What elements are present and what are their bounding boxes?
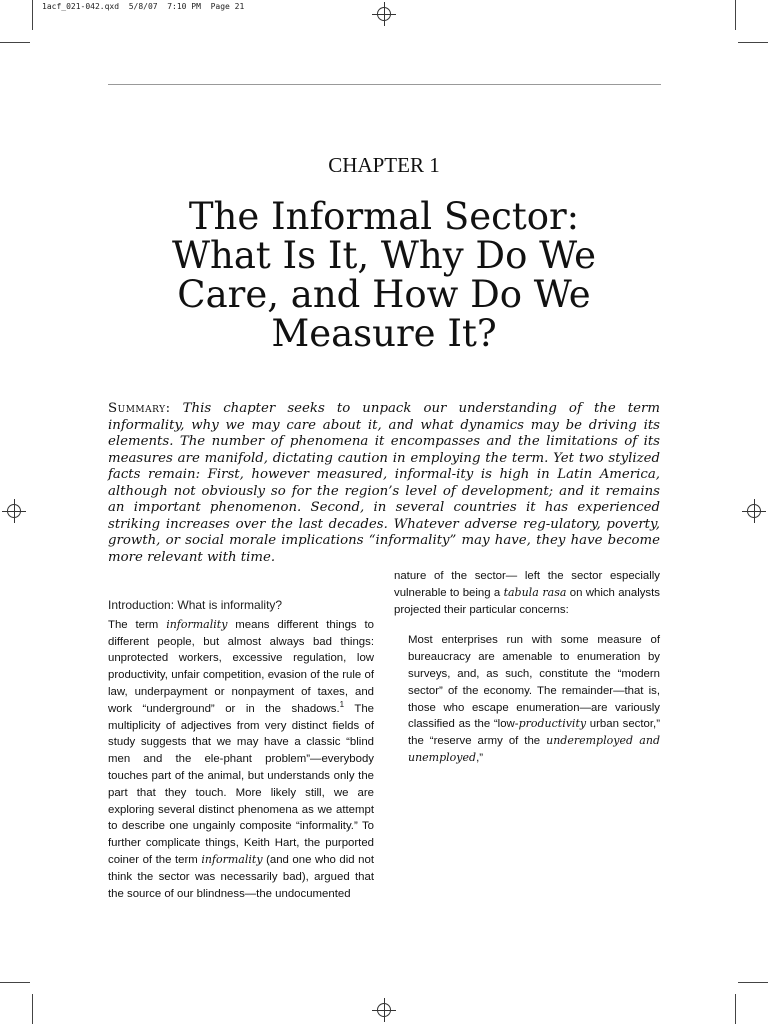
registration-mark-top	[376, 6, 392, 22]
chapter-title	[0, 197, 768, 353]
registration-mark-right	[746, 503, 762, 519]
text-run: (and one who did not think the sector was necessarily bad), argued that the source of our blindness—the undocumented	[108, 853, 374, 900]
chapter-title-line: What Is It, Why Do We	[171, 234, 597, 277]
chapter-title-line: Care, and How Do We	[177, 273, 591, 316]
intro-paragraph	[108, 617, 374, 903]
right-column	[394, 568, 660, 767]
trim-mark-bottom-right	[735, 994, 736, 1024]
registration-mark-left	[6, 503, 22, 519]
trim-mark-bottom-left	[32, 994, 33, 1024]
text-run: urban sector,” the “reserve army of the	[408, 718, 661, 748]
summary-text: This chapter seeks to unpack our understanding of the term informality, why we may care about it, and what dynamics may be driving its elements. The number of phenomena it encompasses and the limitations of its measures are manifold, dictating caution in employing the term. Yet two stylized facts remain: First, however measured, informal-ity is high in Latin America, although not obviously so for the region’s level of development; and it remains an important phenomenon. Second, in several countries it has experienced striking increases over the last decades. Whatever adverse reg-ulatory, poverty, growth, or social morale implications “informality” may have, they have become more relevant with time.	[108, 401, 660, 565]
text-run: nature of the sector— left the sector especially vulnerable to being a	[394, 570, 660, 599]
section-heading: Introduction: What is informality?	[108, 598, 283, 612]
text-run: ,”	[476, 751, 484, 764]
print-slug: 1acf_021-042.qxd 5/8/07 7:10 PM Page 21	[42, 2, 245, 11]
registration-mark-bottom	[376, 1002, 392, 1018]
text-run: The term	[108, 618, 167, 631]
chapter-summary	[108, 401, 660, 566]
emphasis: informality	[201, 852, 263, 866]
trim-mark-top-left-h	[0, 42, 30, 43]
trim-mark-top-right	[735, 0, 736, 30]
trim-mark-top-left	[32, 0, 33, 30]
chapter-title-line: Measure It?	[271, 312, 497, 355]
trim-mark-bottom-right-h	[738, 982, 768, 983]
chapter-label: CHAPTER 1	[328, 153, 440, 177]
text-run: The multiplicity of adjectives from very distinct fields of study suggests that we may have a classic “blind men and the ele-phant problem”—everybody touches part of the animal, but understands only the part that they touch. More likely still, we are exploring several distinct phenomena as we attempt to describe one ungainly composite “informality.” To further complicate things, Keith Hart, the purported coiner of the term	[108, 702, 374, 866]
emphasis: underemployed and unemployed	[408, 734, 660, 764]
emphasis: informality	[166, 617, 228, 631]
text-run: on which analysts projected their particular concerns:	[394, 586, 660, 616]
header-rule	[108, 84, 661, 85]
trim-mark-top-right-h	[738, 42, 768, 43]
trim-mark-bottom-left-h	[0, 982, 30, 983]
block-quote	[408, 632, 660, 766]
text-run: Most enterprises run with some measure of bureaucracy are amenable to enumeration by surveys, and, as such, constitute the “modern sector” of the economy. The remainder—that is, those who escape enumeration—are variously classified as the “low-	[408, 634, 660, 731]
footnote-ref[interactable]: 1	[339, 699, 345, 709]
text-run: means different things to different people, but almost always bad things: unprotected workers, excessive regulation, low productivity, unfair competition, evasion of the rule of law, underpayment or nonpayment of taxes, and work “underground” or in the shadows.	[108, 618, 374, 715]
continued-paragraph	[394, 568, 660, 618]
summary-label: Summary:	[108, 401, 171, 416]
chapter-title-line: The Informal Sector:	[188, 195, 580, 238]
left-column	[108, 597, 374, 902]
emphasis: tabula rasa	[503, 585, 567, 599]
emphasis: productivity	[518, 717, 587, 731]
